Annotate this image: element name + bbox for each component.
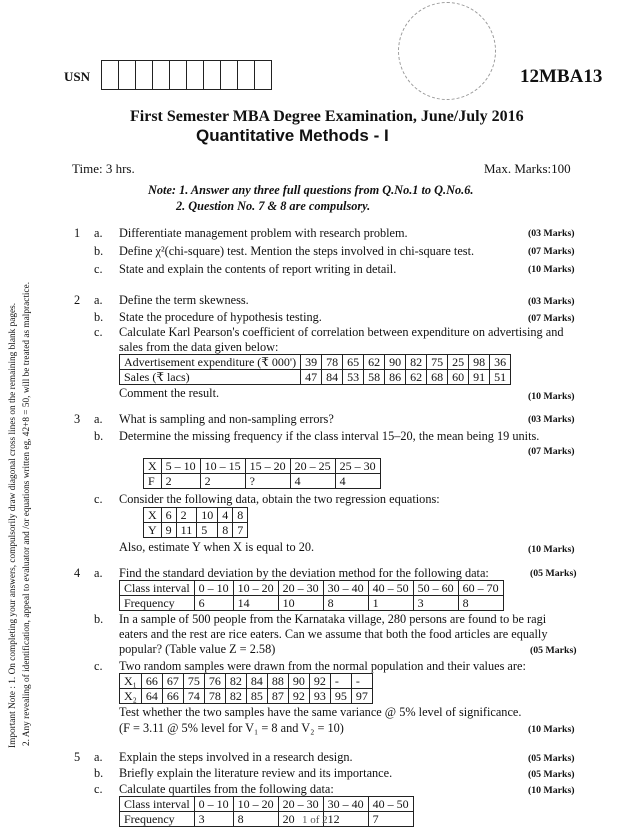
table-cell: 65 <box>343 355 364 370</box>
table-cell: 40 – 50 <box>368 581 413 596</box>
q4b-text-2: eaters and the rest are rice eaters. Can we assume that both the food articles are equally <box>119 627 548 641</box>
q3b-marks: (07 Marks) <box>528 446 575 457</box>
table-cell: - <box>330 674 351 689</box>
table-cell: 82 <box>225 674 246 689</box>
q5b-label: b. <box>94 766 104 780</box>
table-cell: 78 <box>204 689 225 704</box>
table-cell: 5 <box>197 523 218 538</box>
table-cell: 10 <box>197 508 218 523</box>
table-cell: 84 <box>246 674 267 689</box>
q4a-marks: (05 Marks) <box>530 568 577 579</box>
table-cell: 1 <box>368 596 413 611</box>
table-cell: ? <box>245 474 290 489</box>
q5c-table <box>119 796 414 827</box>
table-cell: X₁ <box>120 674 142 689</box>
q2c-text-1: Calculate Karl Pearson's coefficient of correlation between expenditure on advertising and <box>119 325 564 339</box>
table-cell: 10 – 20 <box>233 581 278 596</box>
table-cell: 84 <box>322 370 343 385</box>
table-cell: 8 <box>233 812 278 827</box>
table-cell: 2 <box>176 508 197 523</box>
table-cell: 30 – 40 <box>323 581 368 596</box>
q5c-marks: (10 Marks) <box>528 785 575 796</box>
table-cell: 25 <box>448 355 469 370</box>
table-cell: 12 <box>323 812 368 827</box>
table-cell: X₂ <box>120 689 142 704</box>
q4c-after-2: (F = 3.11 @ 5% level for V₁ = 8 and V₂ = 10) <box>119 721 344 735</box>
table-cell: 8 <box>233 508 248 523</box>
q4a-label: a. <box>94 566 103 580</box>
q5b-marks: (05 Marks) <box>528 769 575 780</box>
q2c-text-2: sales from the data given below: <box>119 340 279 354</box>
table-cell: 3 <box>413 596 458 611</box>
table-cell: 9 <box>161 523 176 538</box>
table-row <box>120 797 414 812</box>
table-cell: 67 <box>162 674 183 689</box>
table-cell: 20 – 30 <box>278 581 323 596</box>
time-label: Time: 3 hrs. <box>72 161 135 176</box>
table-cell: 20 <box>278 812 323 827</box>
table-cell: 10 – 20 <box>233 797 278 812</box>
q1b-label: b. <box>94 244 104 258</box>
table-cell: 85 <box>246 689 267 704</box>
q1c-label: c. <box>94 262 103 276</box>
table-cell: X <box>144 459 162 474</box>
table-cell: 75 <box>183 674 204 689</box>
table-cell: 62 <box>406 370 427 385</box>
q3b-text: Determine the missing frequency if the class interval 15–20, the mean being 19 units. <box>119 429 540 443</box>
table-row <box>144 508 248 523</box>
table-cell: 6 <box>194 596 233 611</box>
table-cell: 7 <box>233 523 248 538</box>
usn-label: USN <box>64 69 91 84</box>
table-row <box>120 812 414 827</box>
q4c-label: c. <box>94 659 103 673</box>
table-cell: Frequency <box>120 596 195 611</box>
page-number: 1 of 2 <box>302 814 328 826</box>
table-cell: F <box>144 474 162 489</box>
table-cell: 51 <box>490 370 511 385</box>
table-cell: 3 <box>194 812 233 827</box>
q1b-marks: (07 Marks) <box>528 246 575 257</box>
table-row <box>120 596 504 611</box>
q4a-table <box>119 580 504 611</box>
table-cell: 53 <box>343 370 364 385</box>
table-row <box>144 523 248 538</box>
q2-number: 2 <box>74 293 81 307</box>
table-cell: 91 <box>469 370 490 385</box>
table-cell: Frequency <box>120 812 195 827</box>
table-row <box>120 370 511 385</box>
q3c-marks: (10 Marks) <box>528 544 575 555</box>
table-cell: 40 – 50 <box>368 797 413 812</box>
q3c-after: Also, estimate Y when X is equal to 20. <box>119 540 315 554</box>
q3a-marks: (03 Marks) <box>528 414 575 425</box>
table-cell: 58 <box>364 370 385 385</box>
table-cell: 11 <box>176 523 197 538</box>
q2c-after: Comment the result. <box>119 386 220 400</box>
table-cell: 62 <box>364 355 385 370</box>
note-2: 2. Question No. 7 & 8 are compulsory. <box>176 199 371 213</box>
q4b-text-1: In a sample of 500 people from the Karnataka village, 280 persons are found to be ragi <box>119 612 547 626</box>
table-cell: 92 <box>309 674 330 689</box>
table-cell: 97 <box>351 689 372 704</box>
table-cell: 20 – 25 <box>290 459 335 474</box>
table-cell: Y <box>144 523 162 538</box>
q4a-text: Find the standard deviation by the deviation method for the following data: <box>119 566 489 580</box>
max-marks: Max. Marks:100 <box>484 161 571 176</box>
q2a-label: a. <box>94 293 103 307</box>
table-cell: 6 <box>161 508 176 523</box>
table-cell: 47 <box>301 370 322 385</box>
table-row <box>144 459 381 474</box>
table-cell: 30 – 40 <box>323 797 368 812</box>
q3a-text: What is sampling and non-sampling errors? <box>119 412 334 426</box>
table-cell: 92 <box>288 689 309 704</box>
table-cell: 39 <box>301 355 322 370</box>
q4b-text-3: popular? (Table value Z = 2.58) <box>119 642 276 656</box>
q3c-text: Consider the following data, obtain the two regression equations: <box>119 492 440 506</box>
q4c-after-1: Test whether the two samples have the same variance @ 5% level of significance. <box>119 705 522 719</box>
q2a-text: Define the term skewness. <box>119 293 249 307</box>
note-1: Note: 1. Answer any three full questions from Q.No.1 to Q.No.6. <box>148 183 474 197</box>
table-row <box>120 689 373 704</box>
table-cell: 25 – 30 <box>335 459 380 474</box>
table-cell: - <box>351 674 372 689</box>
q2b-label: b. <box>94 310 104 324</box>
table-cell: 66 <box>162 689 183 704</box>
table-cell: 2 <box>200 474 245 489</box>
q4c-marks: (10 Marks) <box>528 724 575 735</box>
q2c-table <box>119 354 511 385</box>
table-cell: 60 – 70 <box>458 581 503 596</box>
q4b-label: b. <box>94 612 104 626</box>
table-cell: Advertisement expenditure (₹ 000') <box>120 355 301 370</box>
q3b-table <box>143 458 381 489</box>
q5c-label: c. <box>94 782 103 796</box>
table-cell: 50 – 60 <box>413 581 458 596</box>
table-cell: 95 <box>330 689 351 704</box>
table-cell: 7 <box>368 812 413 827</box>
table-row <box>120 674 373 689</box>
table-cell: 60 <box>448 370 469 385</box>
table-cell: 10 <box>278 596 323 611</box>
q2c-marks: (10 Marks) <box>528 391 575 402</box>
q1a-label: a. <box>94 226 103 240</box>
table-cell: 10 – 15 <box>200 459 245 474</box>
table-cell: 14 <box>233 596 278 611</box>
q1a-marks: (03 Marks) <box>528 228 575 239</box>
q4-number: 4 <box>74 566 81 580</box>
table-cell: 4 <box>218 508 233 523</box>
q3-number: 3 <box>74 412 81 426</box>
table-cell: 68 <box>427 370 448 385</box>
q4b-marks: (05 Marks) <box>530 645 577 656</box>
q2b-marks: (07 Marks) <box>528 313 575 324</box>
q5c-text: Calculate quartiles from the following data: <box>119 782 334 796</box>
table-cell: 75 <box>427 355 448 370</box>
q2b-text: State the procedure of hypothesis testing. <box>119 310 322 324</box>
q4c-table <box>119 673 373 704</box>
table-cell: 0 – 10 <box>194 797 233 812</box>
q3c-table <box>143 507 248 538</box>
q5-number: 5 <box>74 750 81 764</box>
table-cell: 15 – 20 <box>245 459 290 474</box>
table-row <box>144 474 381 489</box>
table-cell: 87 <box>267 689 288 704</box>
table-row <box>120 581 504 596</box>
table-cell: 20 – 30 <box>278 797 323 812</box>
q1b-text: Define χ²(chi-square) test. Mention the steps involved in chi-square test. <box>119 244 475 258</box>
q5b-text: Briefly explain the literature review and its importance. <box>119 766 393 780</box>
table-cell: 88 <box>267 674 288 689</box>
table-cell: Class interval <box>120 797 195 812</box>
table-cell: 93 <box>309 689 330 704</box>
table-cell: 90 <box>385 355 406 370</box>
exam-title: First Semester MBA Degree Examination, June/July 2016 <box>130 108 524 125</box>
q1c-text: State and explain the contents of report writing in detail. <box>119 262 397 276</box>
table-cell: 8 <box>323 596 368 611</box>
paper-code: 12MBA13 <box>520 66 603 87</box>
subject-title: Quantitative Methods - I <box>196 126 389 145</box>
q2a-marks: (03 Marks) <box>528 296 575 307</box>
table-cell: 78 <box>322 355 343 370</box>
table-cell: Class interval <box>120 581 195 596</box>
table-row <box>120 355 511 370</box>
table-cell: 8 <box>458 596 503 611</box>
q1c-marks: (10 Marks) <box>528 264 575 275</box>
table-cell: 82 <box>406 355 427 370</box>
table-cell: 86 <box>385 370 406 385</box>
table-cell: 5 – 10 <box>161 459 200 474</box>
table-cell: 8 <box>218 523 233 538</box>
table-cell: 64 <box>141 689 162 704</box>
table-cell: 4 <box>335 474 380 489</box>
q2c-label: c. <box>94 325 103 339</box>
q5a-marks: (05 Marks) <box>528 753 575 764</box>
side-note-line2: 2. Any revealing of identification, appeal to evaluator and /or equations written eg, 42+8 = 50, will be treated as malpractice. <box>22 281 32 746</box>
q3c-label: c. <box>94 492 103 506</box>
table-cell: 74 <box>183 689 204 704</box>
table-cell: 90 <box>288 674 309 689</box>
q1a-text: Differentiate management problem with research problem. <box>119 226 408 240</box>
q5a-label: a. <box>94 750 103 764</box>
table-cell: Sales (₹ lacs) <box>120 370 301 385</box>
table-cell: 36 <box>490 355 511 370</box>
q1-number: 1 <box>74 226 81 240</box>
table-cell: 66 <box>141 674 162 689</box>
table-cell: 4 <box>290 474 335 489</box>
table-cell: X <box>144 508 162 523</box>
table-cell: 98 <box>469 355 490 370</box>
table-cell: 0 – 10 <box>194 581 233 596</box>
q5a-text: Explain the steps involved in a research design. <box>119 750 353 764</box>
q4c-text: Two random samples were drawn from the normal population and their values are: <box>119 659 526 673</box>
institution-stamp <box>398 2 496 100</box>
table-cell: 2 <box>161 474 200 489</box>
table-cell: 76 <box>204 674 225 689</box>
side-note-line1: Important Note : 1. On completing your answers, compulsorily draw diagonal cross lines on the remaining blank pages. <box>8 302 18 748</box>
table-cell: 82 <box>225 689 246 704</box>
q3a-label: a. <box>94 412 103 426</box>
q3b-label: b. <box>94 429 104 443</box>
usn-boxes <box>101 60 272 90</box>
